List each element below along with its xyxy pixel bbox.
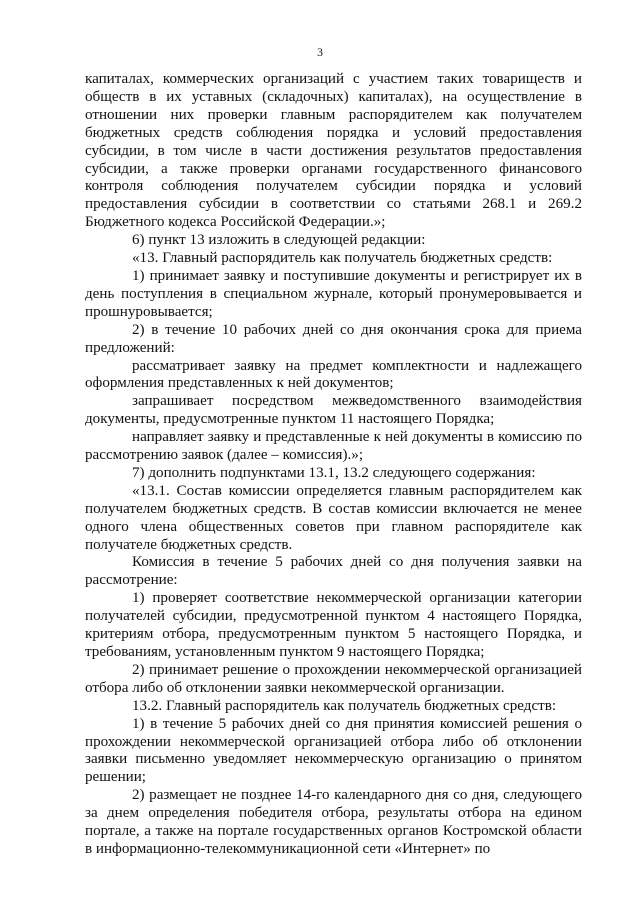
paragraph-clause-13: «13. Главный распорядитель как получатель бюджетных средств: [132, 250, 553, 267]
document-body [85, 71, 582, 859]
paragraph-publish-results: 2) размещает не позднее 14-го календарного дня со дня, следующего за днем определения победителя отбора, результаты отбора на едином портале, а также на портале государственных органов Костромской области в информационно-телекоммуникационной сети «Интернет» по [85, 787, 582, 857]
paragraph-subclause-13-1: «13.1. Состав комиссии определяется главным распорядителем как получателем бюджетных средств. В состав комиссии включается не менее одного члена общественных советов при главном распорядителе как получателе бюджетных средств. [85, 482, 582, 553]
paragraph-item-6: 6) пункт 13 изложить в следующей редакции: [132, 232, 426, 249]
paragraph-clause-13-1: 1) принимает заявку и поступившие документы и регистрирует их в день поступления в специальном журнале, который пронумеровывается и прошнуровывается; [85, 267, 582, 320]
paragraph-notify-organization: 1) в течение 5 рабочих дней со дня принятия комиссией решения о прохождении некоммерческой организацией отбора либо об отклонении заявки письменно уведомляет некоммерческую организацию о принятом решении; [85, 715, 582, 786]
paragraph-continuation: капиталах, коммерческих организаций с участием таких товариществ и обществ в их уставных (складочных) капиталах), на осуществление в отношении них проверки главным распорядителем как получателем бюджетных средств соблюдения порядка и условий предоставления субсидии, в том числе в части достижения результатов предоставления субсидии, а также проверки органами государственного финансового контроля соблюдения получателем субсидии порядка и условий предоставления субсидии в соответствии со статьями 268.1 и 269.2 Бюджетного кодекса Российской Федерации.»; [85, 71, 582, 231]
page-number: 3 [317, 45, 323, 59]
paragraph-clause-13-2: 2) в течение 10 рабочих дней со дня окончания срока для приема предложений: [85, 321, 582, 356]
paragraph-request-documents: запрашивает посредством межведомственного взаимодействия документы, предусмотренные пунктом 11 настоящего Порядка; [85, 393, 582, 428]
paragraph-commission-review: Комиссия в течение 5 рабочих дней со дня получения заявки на рассмотрение: [85, 554, 582, 589]
paragraph-send-to-commission: направляет заявку и представленные к ней документы в комиссию по рассмотрению заявок (далее – комиссия).»; [85, 429, 582, 464]
paragraph-review-application: рассматривает заявку на предмет комплектности и надлежащего оформления представленных к ней документов; [85, 357, 582, 392]
paragraph-commission-decision: 2) принимает решение о прохождении некоммерческой организацией отбора либо об отклонении заявки некоммерческой организации. [85, 661, 582, 696]
paragraph-subclause-13-2: 13.2. Главный распорядитель как получатель бюджетных средств: [132, 697, 557, 714]
paragraph-commission-check: 1) проверяет соответствие некоммерческой организации категории получателей субсидии, предусмотренной пунктом 4 настоящего Порядка, критериям отбора, предусмотренным пунктом 5 настоящего Порядка, и требованиям, установленным пунктом 9 настоящего Порядка; [85, 590, 582, 660]
paragraph-item-7: 7) дополнить подпунктами 13.1, 13.2 следующего содержания: [132, 464, 536, 481]
